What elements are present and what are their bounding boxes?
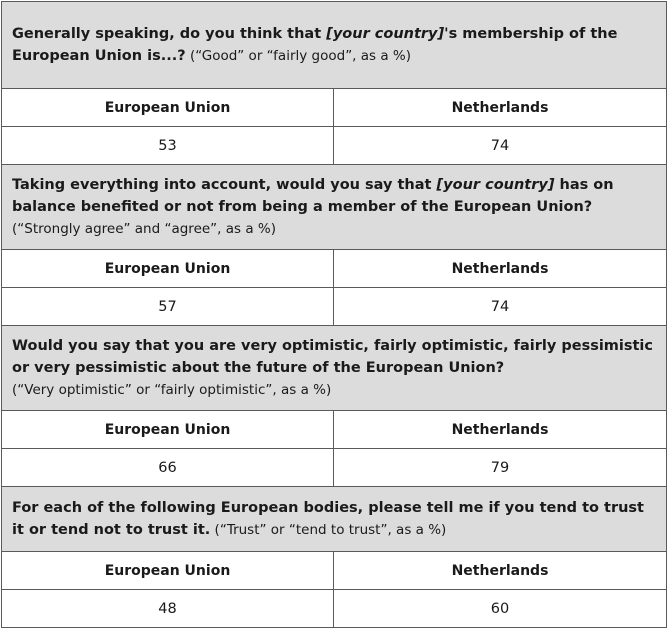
question-note: (“Good” or “fairly good”, as a %) <box>185 48 412 64</box>
header-european-union: European Union <box>2 411 334 449</box>
header-row <box>2 250 667 288</box>
question-row <box>2 165 667 250</box>
header-row <box>2 552 667 590</box>
question-text: For each of the following European bodies, please tell me if you tend to trust it or tend not to trust it. <box>12 500 644 538</box>
header-netherlands: Netherlands <box>334 552 667 590</box>
value-european-union: 57 <box>2 288 334 326</box>
question-note: (“Very optimistic” or “fairly optimistic”, as a %) <box>12 382 332 398</box>
question-text: Would you say that you are very optimistic, fairly optimistic, fairly pessimistic or very pessimistic about the future of the European Union? <box>12 338 654 376</box>
header-european-union: European Union <box>2 552 334 590</box>
question-row <box>2 487 667 552</box>
header-netherlands: Netherlands <box>334 411 667 449</box>
header-european-union: European Union <box>2 89 334 127</box>
value-row <box>2 288 667 326</box>
question-note: (“Trust” or “tend to trust”, as a %) <box>210 522 447 538</box>
value-netherlands: 60 <box>334 590 667 628</box>
question-text-continued: has on balance benefited or not from being a member of the European Union? <box>12 177 614 215</box>
question-cell <box>2 487 667 552</box>
question-cell <box>2 2 667 89</box>
header-netherlands: Netherlands <box>334 250 667 288</box>
question-cell <box>2 326 667 411</box>
value-netherlands: 74 <box>334 127 667 165</box>
value-netherlands: 74 <box>334 288 667 326</box>
question-text: Generally speaking, do you think that <box>12 26 327 42</box>
value-european-union: 66 <box>2 449 334 487</box>
header-netherlands: Netherlands <box>334 89 667 127</box>
value-row <box>2 590 667 628</box>
value-row <box>2 127 667 165</box>
survey-table <box>1 1 667 628</box>
question-note: (“Strongly agree” and “agree”, as a %) <box>12 221 277 237</box>
question-cell <box>2 165 667 250</box>
question-placeholder: [your country] <box>436 177 555 193</box>
value-netherlands: 79 <box>334 449 667 487</box>
value-row <box>2 449 667 487</box>
question-row <box>2 2 667 89</box>
question-placeholder: [your country] <box>326 26 445 42</box>
value-european-union: 48 <box>2 590 334 628</box>
header-row <box>2 89 667 127</box>
value-european-union: 53 <box>2 127 334 165</box>
header-row <box>2 411 667 449</box>
question-text: Taking everything into account, would you say that <box>12 177 437 193</box>
header-european-union: European Union <box>2 250 334 288</box>
question-text-continued: 's membership of the European Union is...? <box>12 26 618 64</box>
question-row <box>2 326 667 411</box>
